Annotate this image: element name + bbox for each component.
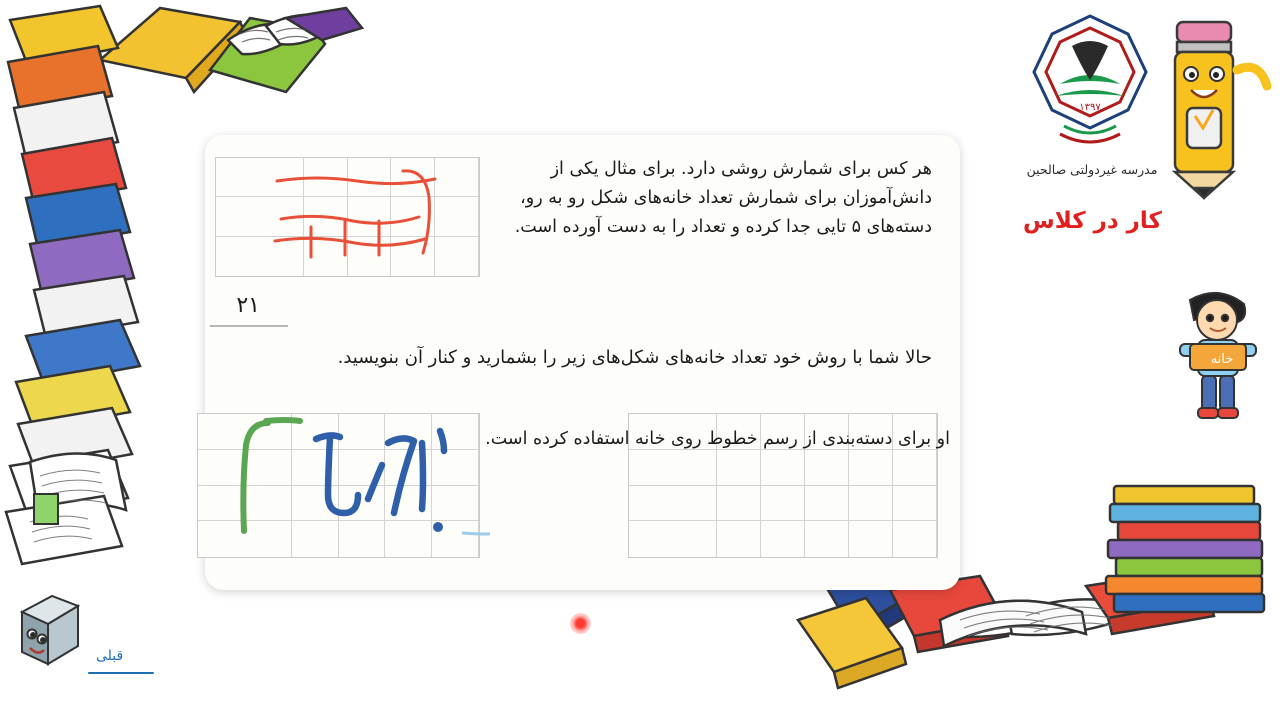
grid-cell[interactable]: [339, 450, 386, 486]
example-count-underline: [210, 325, 288, 327]
grid-cell[interactable]: [292, 450, 339, 486]
grid-cell[interactable]: [761, 486, 805, 522]
grid-cell[interactable]: [385, 486, 432, 522]
grid-cell: [348, 197, 392, 236]
grid-cell[interactable]: [198, 486, 245, 522]
grid-cell: [260, 237, 304, 276]
grid-cell: [260, 197, 304, 236]
grid-cell[interactable]: [385, 450, 432, 486]
grid-cell[interactable]: [245, 414, 292, 450]
grid-cell[interactable]: [432, 486, 479, 522]
grid-cell: [216, 158, 260, 197]
grid-cell: [348, 158, 392, 197]
intro-paragraph: [512, 155, 932, 242]
grid-cell: [435, 237, 479, 276]
grid-cell: [260, 158, 304, 197]
grid-cell[interactable]: [893, 450, 937, 486]
grid-cell[interactable]: [245, 521, 292, 557]
grid-cell[interactable]: [717, 521, 761, 557]
grid-cell[interactable]: [849, 450, 893, 486]
grid-cell[interactable]: [629, 521, 673, 557]
task-paragraph: حالا شما با روش خود تعداد خانه‌های شکل‌های زیر را بشمارید و کنار آن بنویسید.: [337, 347, 932, 368]
grid-cell[interactable]: [805, 521, 849, 557]
grid-cell: [348, 237, 392, 276]
intro-text-main: هر کس برای شمارش روشی دارد. برای مثال یکی از دانش‌آموزان برای شمارش تعداد خانه‌های شکل رو به رو، دسته‌های ۵ تایی جدا کرده و تعداد را به دست آورده است.: [514, 159, 932, 237]
grid-cell: [216, 197, 260, 236]
laser-pointer-dot: [570, 613, 591, 634]
worksheet-card: [205, 135, 960, 590]
decorative-books-stack-right: [1100, 480, 1280, 640]
grid-cell[interactable]: [245, 486, 292, 522]
grid-cell[interactable]: [893, 521, 937, 557]
grid-cell[interactable]: [432, 450, 479, 486]
grid-cell[interactable]: [292, 486, 339, 522]
grid-cell: [216, 237, 260, 276]
logo-year-text: ۱۳۹۷: [1079, 102, 1101, 113]
grid-cell[interactable]: [198, 450, 245, 486]
grid-cell: [304, 197, 348, 236]
grid-cell[interactable]: [893, 486, 937, 522]
grid-cell[interactable]: [673, 521, 717, 557]
school-name: مدرسه غیردولتی صالحین: [1026, 162, 1158, 177]
grid-cell[interactable]: [849, 486, 893, 522]
previous-label-underline: [88, 672, 154, 674]
grid-cell: [391, 197, 435, 236]
grid-cell[interactable]: [805, 486, 849, 522]
grid-cell[interactable]: [805, 450, 849, 486]
boy-sign-label: خانه: [1210, 352, 1234, 367]
eraser-mascot-icon[interactable]: [8, 582, 88, 682]
grid-cell[interactable]: [849, 521, 893, 557]
grid-cell[interactable]: [339, 521, 386, 557]
previous-label[interactable]: قبلی: [96, 648, 124, 664]
grid-cell[interactable]: [761, 450, 805, 486]
grid-cell[interactable]: [629, 450, 673, 486]
grid-cell[interactable]: [717, 450, 761, 486]
grid-cell[interactable]: [432, 521, 479, 557]
grid-cell[interactable]: [673, 450, 717, 486]
example-grid: [215, 157, 480, 277]
pencil-mascot-icon: [1165, 12, 1275, 202]
grid-cell[interactable]: [385, 521, 432, 557]
grid-cell: [391, 158, 435, 197]
example-count-value: ۲۱: [236, 293, 260, 318]
decorative-books-top: [90, 0, 370, 140]
grid-cell: [391, 237, 435, 276]
grid-cell[interactable]: [292, 521, 339, 557]
grid-cell[interactable]: [761, 521, 805, 557]
intro-paragraph-line2: او برای دسته‌بندی از رسم خطوط روی خانه استفاده کرده است.: [485, 429, 950, 449]
grid-cell: [304, 158, 348, 197]
grid-cell: [435, 158, 479, 197]
grid-cell[interactable]: [673, 486, 717, 522]
grid-cell[interactable]: [198, 521, 245, 557]
grid-cell[interactable]: [198, 414, 245, 450]
grid-cell[interactable]: [717, 486, 761, 522]
grid-cell: [435, 197, 479, 236]
grid-cell[interactable]: [629, 486, 673, 522]
grid-cell: [304, 237, 348, 276]
lesson-title: کار در کلاس: [1023, 208, 1162, 234]
grid-cell[interactable]: [339, 486, 386, 522]
grid-cell[interactable]: [245, 450, 292, 486]
